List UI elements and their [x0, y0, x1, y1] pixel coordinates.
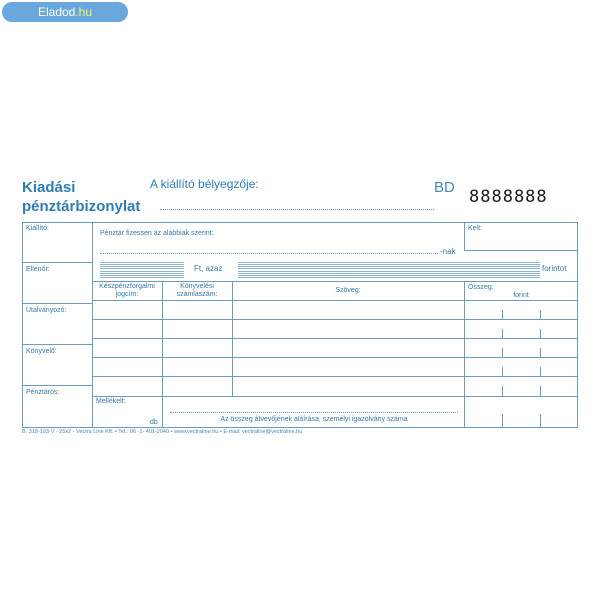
sum-tick	[502, 310, 503, 319]
header-szoveg: Szöveg:	[335, 287, 361, 294]
db-label: db	[150, 419, 158, 426]
header-szamlaszam: Könyvelési számlaszám:	[176, 283, 218, 298]
printer-footer: B. 318-103-V - 25x2 - Vectra Line Kft. • Tel.: 06 -1- 401-2040 • www.vectraline.hu • E-mail: vectraline@vectraline.hu	[22, 429, 303, 435]
series-code: BD	[434, 179, 455, 196]
label-divider-2	[22, 303, 92, 304]
frame-left	[22, 222, 23, 428]
signature-caption: Az összeg átvevőjének aláírása, személyi igazolvány száma	[220, 416, 408, 423]
header-forint: forint	[513, 292, 529, 299]
frame-right	[577, 222, 578, 428]
mellekelt-label: Mellékelt:	[96, 398, 126, 405]
label-column-divider	[92, 222, 93, 428]
payment-instruction: Pénztár fizessen az alábbiak szerint:	[100, 230, 214, 237]
frame-bottom	[22, 427, 578, 428]
col-divider-3	[464, 281, 465, 427]
ft-azaz-label: Ft, azaz	[194, 264, 223, 273]
sum-tick	[502, 386, 503, 396]
sum-tick	[540, 367, 541, 376]
eladod-logo-badge[interactable]	[2, 2, 128, 22]
nak-suffix: -nak	[440, 247, 456, 256]
sum-tick	[540, 414, 541, 427]
header-jogcim: Készpénzforgalmi jogcím:	[99, 283, 155, 298]
serial-number: 8888888	[469, 187, 548, 207]
table-row-line-2	[92, 338, 578, 339]
label-konyvelo: Könyvelő:	[26, 348, 57, 355]
sum-tick	[540, 348, 541, 357]
sum-tick	[540, 386, 541, 396]
amount-words-hatch	[238, 262, 540, 269]
payee-dotted-line	[100, 253, 438, 254]
sum-tick	[502, 329, 503, 338]
table-header-bottom	[92, 300, 578, 301]
frame-top	[22, 222, 578, 223]
col-divider-2	[232, 281, 233, 396]
sum-tick	[540, 329, 541, 338]
kelt-label: Kelt:	[468, 225, 483, 232]
label-divider-4	[22, 385, 92, 386]
table-top	[92, 281, 578, 282]
label-penztaros: Pénztáros:	[26, 389, 60, 396]
brand-tld: .hu	[75, 5, 93, 19]
signature-dotted-line	[170, 412, 458, 413]
sum-tick	[540, 310, 541, 319]
label-utalvanyozo: Utalványozó:	[26, 307, 67, 314]
table-row-line-3	[92, 357, 578, 358]
kelt-box-bottom	[464, 250, 578, 251]
table-bottom	[92, 396, 578, 397]
stamp-label: A kiállító bélyegzője:	[150, 177, 259, 191]
forintot-label: forintot	[542, 264, 567, 273]
form-title-line1: Kiadási	[22, 179, 76, 196]
col-divider-1	[162, 281, 163, 427]
header-osszeg: Összeg:	[468, 284, 494, 291]
form-title-line2: pénztárbizonylat	[22, 198, 141, 215]
sum-tick	[502, 367, 503, 376]
amount-words-hatch-2	[238, 271, 540, 278]
label-divider-3	[22, 344, 92, 345]
amount-digits-hatch	[100, 262, 184, 269]
brand-name: Eladod	[37, 5, 76, 19]
label-divider-1	[22, 262, 92, 263]
stamp-dotted-line	[160, 209, 434, 210]
label-ellenor: Ellenőr:	[26, 266, 50, 273]
table-row-line-1	[92, 319, 578, 320]
label-kiallito: Kiállító:	[26, 225, 49, 232]
amount-digits-hatch-2	[100, 271, 184, 278]
sum-tick	[502, 348, 503, 357]
kelt-box-left	[464, 222, 465, 250]
sum-tick	[502, 414, 503, 427]
table-row-line-4	[92, 376, 578, 377]
